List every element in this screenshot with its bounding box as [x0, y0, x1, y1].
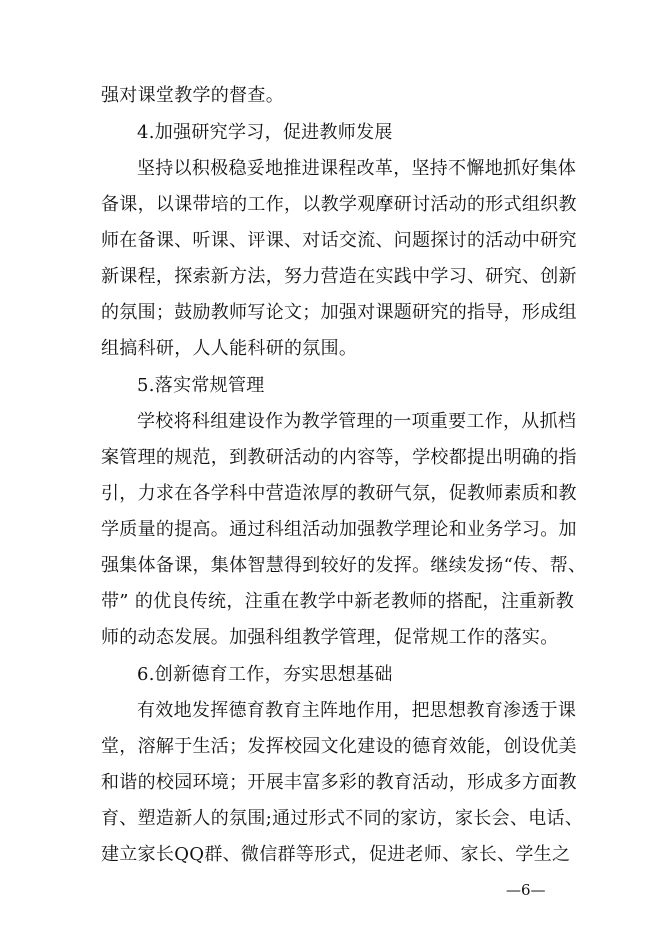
body-text-line: 师在备课、听课、评课、对话交流、问题探讨的活动中研究 — [101, 230, 577, 251]
body-text-line: 备课，以课带培的工作，以教学观摩研讨活动的形式组织教 — [101, 194, 577, 215]
page-number: —6— — [506, 881, 546, 899]
body-text-line: 堂，溶解于生活；发挥校园文化建设的德育效能，创设优美 — [101, 736, 577, 757]
section-heading-6: 6.创新德育工作，夯实思想基础 — [137, 664, 393, 685]
body-text-line: 案管理的规范，到教研活动的内容等，学校都提出明确的指 — [101, 447, 577, 468]
body-text-line: 有效地发挥德育教育主阵地作用，把思想教育渗透于课 — [137, 700, 577, 721]
body-text-line: 学质量的提高。通过科组活动加强教学理论和业务学习。加 — [101, 519, 577, 540]
body-text-line: 育、塑造新人的氛围;通过形式不同的家访，家长会、电话、 — [101, 808, 584, 829]
body-text-line: 带” 的优良传统，注重在教学中新老教师的搭配，注重新教 — [101, 591, 575, 612]
section-heading-5: 5.落实常规管理 — [137, 375, 265, 396]
body-text-line: 和谐的校园环境；开展丰富多彩的教育活动，形成多方面教 — [101, 772, 577, 793]
body-text-line: 建立家长QQ群、微信群等形式，促进老师、家长、学生之 — [101, 844, 571, 865]
body-text-line: 引，力求在各学科中营造浓厚的教研气氛，促教师素质和教 — [101, 483, 577, 504]
section-heading-4: 4.加强研究学习，促进教师发展 — [137, 122, 393, 143]
body-text-line: 强集体备课，集体智慧得到较好的发挥。继续发扬“传、帮、 — [101, 555, 587, 576]
body-text-line: 师的动态发展。加强科组教学管理，促常规工作的落实。 — [101, 627, 559, 648]
body-text-line: 的氛围；鼓励教师写论文；加强对课题研究的指导，形成组 — [101, 302, 577, 323]
body-text-line: 新课程，探索新方法，努力营造在实践中学习、研究、创新 — [101, 266, 577, 287]
body-text-line: 学校将科组建设作为教学管理的一项重要工作，从抓档 — [137, 411, 577, 432]
body-text-line: 坚持以积极稳妥地推进课程改革，坚持不懈地抓好集体 — [137, 158, 577, 179]
body-text-line: 强对课堂教学的督查。 — [101, 85, 284, 106]
body-text-line: 组搞科研，人人能科研的氛围。 — [101, 338, 358, 359]
